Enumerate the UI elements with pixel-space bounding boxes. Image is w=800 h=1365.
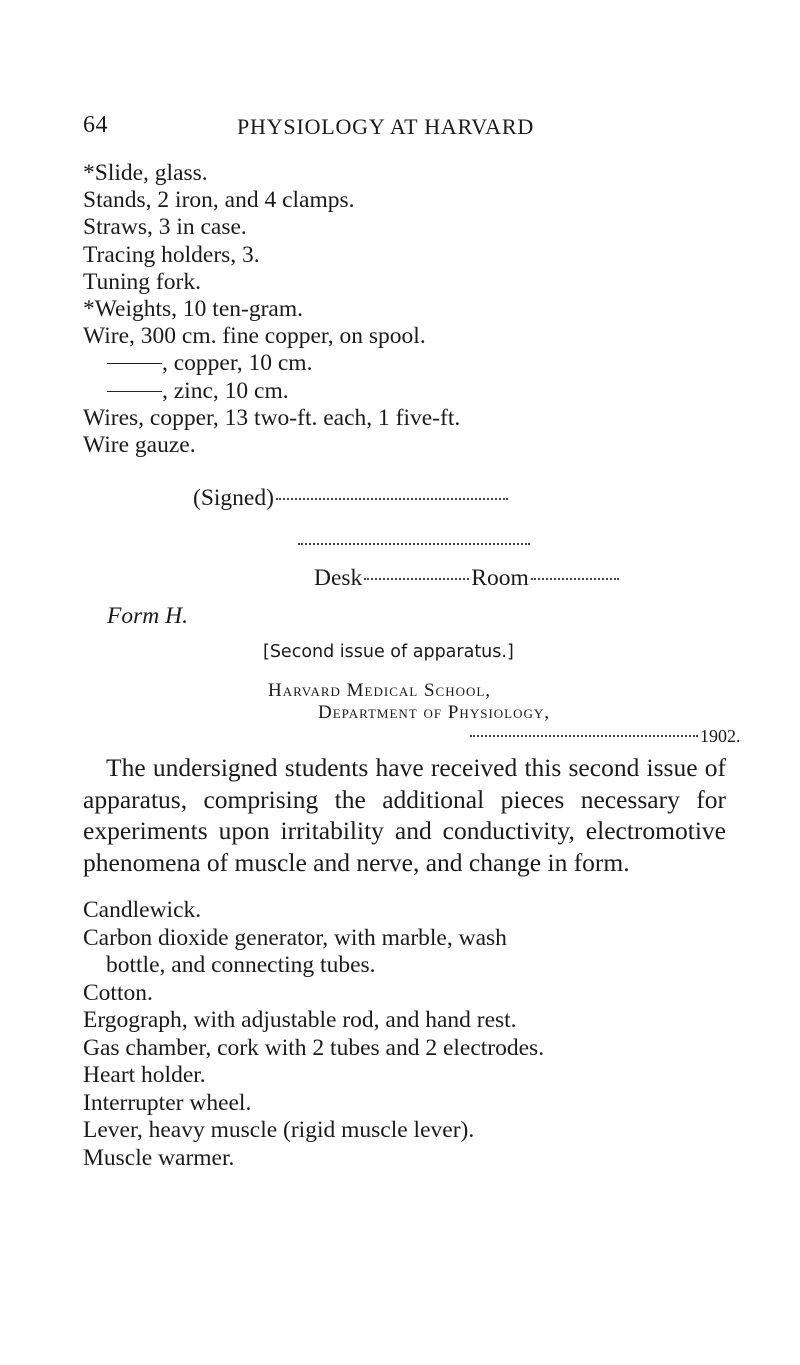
school-name: Harvard Medical School, [268, 680, 492, 701]
list-item: Tuning fork. [83, 268, 201, 295]
list-item-continuation: bottle, and connecting tubes. [106, 952, 376, 978]
list-item: *Slide, glass. [83, 160, 208, 186]
list-item: Interrupter wheel. [83, 1089, 252, 1116]
desk-room-line [314, 565, 619, 592]
ditto-dash [107, 363, 162, 364]
room-blank [531, 578, 619, 580]
list-item: Cotton. [83, 979, 153, 1006]
date-blank [470, 735, 698, 737]
running-title: PHYSIOLOGY AT HARVARD [237, 114, 535, 139]
ditto-text: , copper, 10 cm. [162, 350, 313, 377]
list-item-ditto [83, 378, 743, 405]
signature-line [193, 485, 508, 512]
list-item: Candlewick. [83, 897, 202, 923]
list-item: Ergograph, with adjustable rod, and hand rest. [83, 1007, 517, 1033]
apparatus-list-first [83, 160, 743, 459]
page-number: 64 [83, 112, 108, 138]
list-item: Stands, 2 iron, and 4 clamps. [83, 187, 355, 214]
desk-label: Desk [314, 565, 363, 591]
list-item: Carbon dioxide generator, with marble, wash [83, 924, 507, 951]
apparatus-list-second [83, 897, 733, 1172]
issue-note: [Second issue of apparatus.] [263, 642, 514, 662]
list-item: Wire, 300 cm. fine copper, on spool. [83, 323, 426, 350]
ditto-dash [107, 391, 162, 392]
list-item: Wire gauze. [83, 432, 196, 459]
body-paragraph: The undersigned students have received this second issue of apparatus, comprising the additional pieces necessary for experiments upon irritability and conductivity, electromotive phenomena of muscle and nerve, and change in form. [83, 753, 726, 877]
running-head [83, 112, 723, 144]
desk-blank [364, 578, 469, 580]
ditto-text: , zinc, 10 cm. [162, 377, 289, 404]
form-label: Form H. [107, 603, 188, 629]
department-name: Department of Physiology, [318, 702, 551, 723]
signed-label: (Signed) [193, 485, 274, 511]
signature-blank [276, 498, 508, 500]
list-item: *Weights, 10 ten-gram. [83, 296, 304, 323]
room-label: Room [471, 565, 529, 591]
list-item: Tracing holders, 3. [83, 241, 260, 268]
list-item: Gas chamber, cork with 2 tubes and 2 electrodes. [83, 1034, 545, 1061]
list-item: Straws, 3 in case. [83, 214, 247, 241]
list-item: Muscle warmer. [83, 1144, 235, 1171]
list-item: Wires, copper, 13 two-ft. each, 1 five-ft. [83, 404, 461, 431]
list-item: Heart holder. [83, 1062, 206, 1088]
list-item-ditto [83, 350, 743, 377]
second-signature-blank [298, 543, 530, 545]
date-line [470, 726, 741, 747]
list-item: Lever, heavy muscle (rigid muscle lever). [83, 1117, 475, 1143]
year: 1902. [700, 726, 741, 746]
